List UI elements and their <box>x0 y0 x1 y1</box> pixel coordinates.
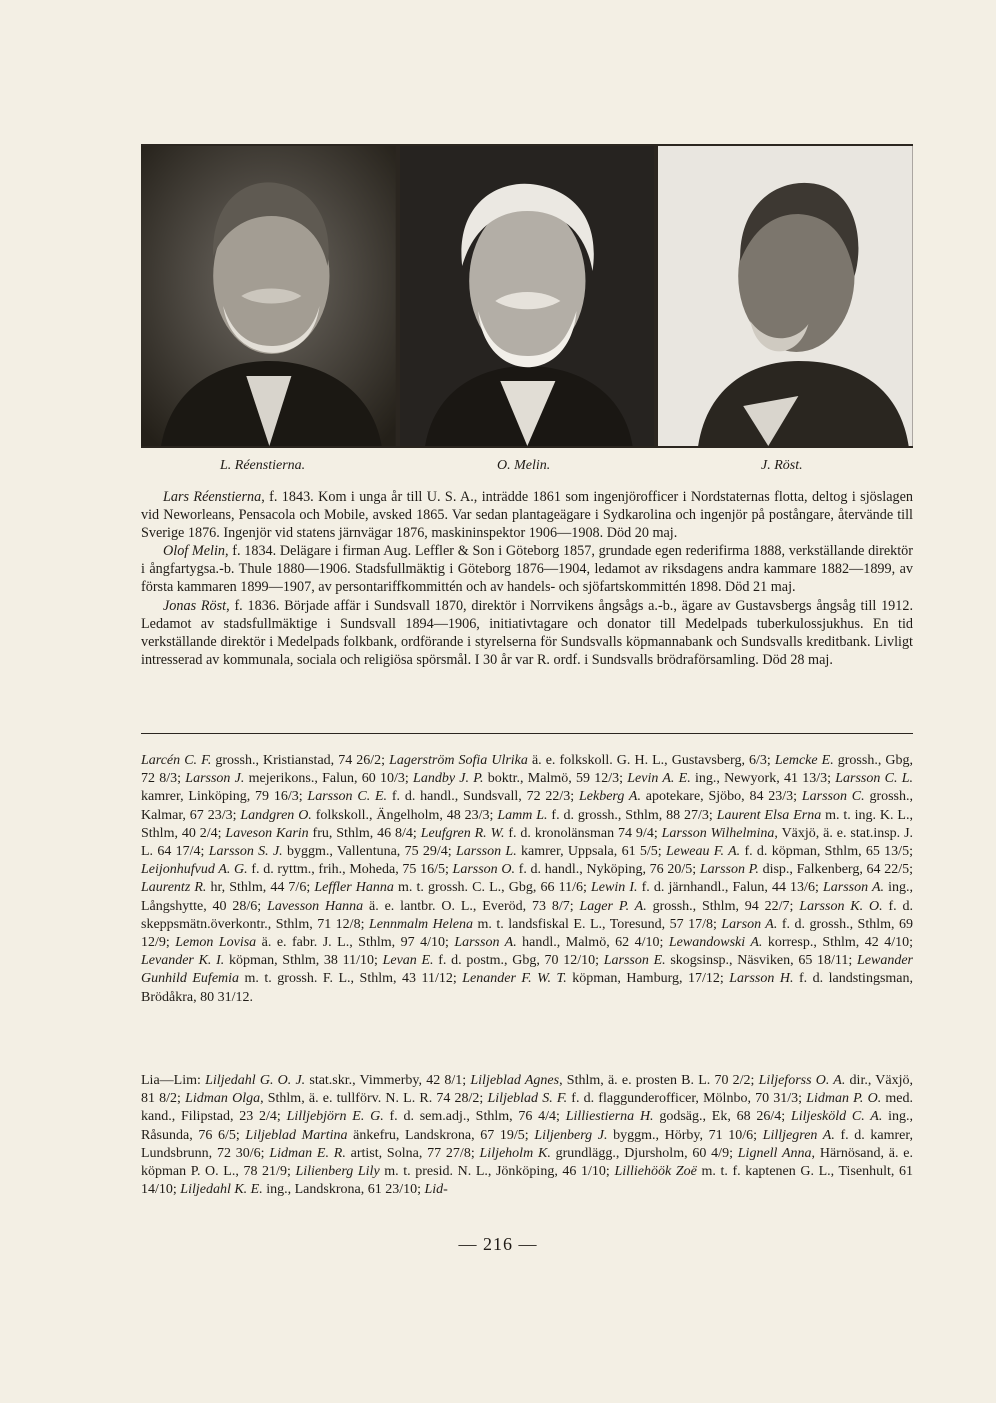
entry-name: Lilljegren A. <box>762 1127 835 1143</box>
entry-name: Lamm L. <box>497 807 548 823</box>
entry-name: Lennmalm Helena <box>368 916 473 932</box>
entry-details: , Sthlm, ä. e. prosten B. L. 70 2/2; <box>559 1073 759 1088</box>
portrait-photo-rost <box>658 146 913 446</box>
entry-name: Leffler Hanna <box>314 880 394 896</box>
entry-details: f. d. kronolänsman 74 9/4; <box>504 825 662 841</box>
entry-details: handl., Malmö, 62 4/10; <box>516 935 669 951</box>
entry-name: Larson A. <box>721 916 778 932</box>
entry-details: boktr., Malmö, 59 12/3; <box>483 771 628 787</box>
entry-details: grundlägg., Djursholm, 60 4/9; <box>550 1145 738 1161</box>
entry-details: folkskoll., Ängelholm, 48 23/3; <box>311 807 498 823</box>
caption-reenstierna: L. Réenstierna. <box>220 458 306 473</box>
entry-details: , Växjö, ä. e. stat.insp. J. L. 64 17/4; <box>141 825 914 860</box>
entry-name: Lilienberg Lily <box>295 1164 380 1180</box>
entry-name: Larsson Wilhelmina <box>661 825 775 841</box>
entry-name: Landgren O. <box>240 807 312 823</box>
entry-details: korresp., Sthlm, 42 4/10; <box>762 935 913 951</box>
entry-name: Larsson H. <box>729 971 794 987</box>
entry-details: f. d. ryttm., frih., Moheda, 75 16/5; <box>247 862 453 878</box>
biographies <box>141 488 913 669</box>
entry-details: hr, Sthlm, 44 7/6; <box>206 880 315 896</box>
entry-name: Lavesson Hanna <box>267 898 364 914</box>
entry-details: f. d. köpman, Sthlm, 65 13/5; <box>740 844 913 860</box>
entry-details: m. t. grossh. C. L., Gbg, 66 11/6; <box>393 880 591 896</box>
entry-details: grossh., Kristianstad, 74 26/2; <box>211 753 390 768</box>
entry-name: Larsson C. E. <box>307 789 388 805</box>
bio-text: , f. 1843. Kom i unga år till U. S. A., inträdde 1861 som ingenjörofficer i Nordstaternas flotta, deltog i sjöslagen vid Neworleans, Pensacola och Mobile, avsked 1865. Var sedan plantageägare i Sydkarolina och ingenjör på postångare, återvände till Sverige 1876. Ingenjör vid statens järnvägar 1876, maskininspektor 1906—1908. Död 20 maj. <box>141 489 913 542</box>
entry-name: Larcén C. F. <box>141 753 212 768</box>
entry-details: , Sthlm, ä. e. tullförv. N. L. R. 74 28/2; <box>260 1091 488 1107</box>
entry-name: Liljesköld C. A. <box>790 1109 883 1125</box>
entry-name: Larsson K. O. <box>799 898 883 914</box>
caption-melin: O. Melin. <box>497 458 551 473</box>
entry-name: Lilliehöök Zoë <box>614 1164 697 1180</box>
bio-melin <box>141 542 913 596</box>
entry-details: artist, Solna, 77 27/8; <box>345 1145 480 1161</box>
entry-details: f. d. grossh., Sthlm, 69 12/9; <box>141 916 914 951</box>
entry-details: änkefru, Landskrona, 67 19/5; <box>347 1127 535 1143</box>
entry-details: kamrer, Linköping, 79 16/3; <box>141 789 308 805</box>
entry-details: m. t. grossh. F. L., Sthlm, 43 11/12; <box>239 971 463 987</box>
entry-details: byggm., Vallentuna, 75 29/4; <box>282 844 456 860</box>
bio-name: Jonas Röst <box>163 597 227 614</box>
entry-details: f. d. handl., Sundsvall, 72 22/3; <box>387 789 579 805</box>
entry-name: Lemcke E. <box>774 753 834 768</box>
entry-details: dir., Växjö, 81 8/2; <box>141 1073 913 1107</box>
entry-details: m. t. f. kaptenen G. L., Tisenhult, 61 14/10; <box>141 1164 913 1198</box>
entry-details: disp., Falkenberg, 64 22/5; <box>758 862 913 878</box>
entry-name: Liljedahl G. O. J. <box>205 1073 306 1088</box>
entry-name: Lager P. A. <box>579 898 647 914</box>
entry-details: kamrer, Uppsala, 61 5/5; <box>516 844 666 860</box>
section-divider <box>141 733 913 734</box>
entry-name: Liljeforss O. A. <box>758 1073 846 1088</box>
entry-details: köpman, Sthlm, 38 11/10; <box>224 953 383 969</box>
entry-name: Larsson O. <box>452 862 515 878</box>
entry-details: ing., Råsunda, 76 6/5; <box>141 1109 914 1143</box>
entry-details: fru, Sthlm, 46 8/4; <box>308 825 421 841</box>
entry-details: m. t. landsfiskal E. L., Toresund, 57 17/8; <box>473 916 722 932</box>
entry-name: Larsson E. <box>603 953 666 969</box>
bio-text: , f. 1834. Delägare i firman Aug. Leffler & Son i Göteborg 1857, grundade egen rederifirma 1888, verkställande direktör i ångfartygsa.-b. Thule 1880—1906. Stadsfullmäktig i Göteborg 1876—1904, ledamot av riksdagens andra kammare 1882—1899, av första kammaren 1899—1907, av persontariffkommittén och av handels- och sjöfartskommittén 1898. Död 21 maj. <box>141 543 913 596</box>
entry-details: apotekare, Sjöbo, 84 23/3; <box>640 789 802 805</box>
entry-name: Liljenberg J. <box>534 1127 608 1143</box>
entry-name: Larsson S. J. <box>208 844 283 860</box>
entry-name: Lilliestierna H. <box>565 1109 654 1125</box>
entry-details: byggm., Hörby, 71 10/6; <box>607 1127 763 1143</box>
entry-name: Leweau F. A. <box>665 844 741 860</box>
entry-name: Lilljebjörn E. G. <box>286 1109 384 1125</box>
entry-details: f. d. järnhandl., Falun, 44 13/6; <box>637 880 823 896</box>
entry-details: ä. e. lantbr. O. L., Everöd, 73 8/7; <box>363 898 580 914</box>
entry-name: Larsson P. <box>699 862 759 878</box>
entry-name: Levan E. <box>382 953 434 969</box>
entry-name: Levin A. E. <box>627 771 691 787</box>
entry-details: f. d. handl., Nyköping, 76 20/5; <box>514 862 700 878</box>
entry-name: Lid- <box>424 1182 448 1198</box>
entry-name: Liljedahl K. E. <box>180 1182 263 1198</box>
entry-details: f. d. flaggunderofficer, Mölnbo, 70 31/3; <box>567 1091 807 1107</box>
entry-name: Lignell Anna <box>737 1145 812 1161</box>
entry-name: Larsson A. <box>822 880 884 896</box>
entry-name: Lekberg A. <box>578 789 641 805</box>
entry-details: f. d. postm., Gbg, 70 12/10; <box>433 953 604 969</box>
entry-name: Leufgren R. W. <box>420 825 505 841</box>
photo-captions <box>141 458 913 478</box>
entry-details: , Härnösand, ä. e. köpman P. O. L., 78 21/9; <box>141 1145 914 1180</box>
entry-name: Liljeblad Martina <box>245 1127 348 1143</box>
entry-name: Leijonhufvud A. G. <box>141 862 248 878</box>
entry-details: godsäg., Ek, 68 26/4; <box>653 1109 791 1125</box>
list-section-head: Lia—Lim: <box>141 1073 206 1088</box>
entry-details: ing., Långshytte, 40 28/6; <box>141 880 913 914</box>
obituary-list-la-le <box>141 752 913 1007</box>
entry-details: ing., Newyork, 41 13/3; <box>690 771 836 787</box>
entry-name: Lewin I. <box>590 880 638 896</box>
entry-name: Liljeblad Agnes <box>470 1073 560 1088</box>
entry-name: Larsson L. <box>455 844 517 860</box>
obituary-list-lia-lim <box>141 1072 913 1199</box>
bio-name: Lars Réenstierna <box>163 489 262 505</box>
bio-text: , f. 1836. Började affär i Sundsvall 1870, direktör i Norrvikens ångsågs a.-b., ägare av Gustavsbergs ångsåg till 1912. Ledamot av stadsfullmäktige i Sundsvall 1894—1906, initiativtagare och donator till Medelpads tuberkulossjukhus. En tid verkställande direktör i Medelpads folkbank, ordförande i styrelserna för Sundsvalls köpmannabank och Sundsvalls kreditbank. Livligt intresserad av kommunala, sociala och religiösa spörsmål. I 30 år var R. ordf. i Sundsvalls brödraförsamling. Död 28 maj. <box>141 597 913 668</box>
entry-details: f. d. skeppsmätn.överkontr., Sthlm, 71 12/8; <box>141 898 913 932</box>
portrait-strip <box>141 144 913 448</box>
entry-name: Liljeholm K. <box>479 1145 551 1161</box>
entry-details: m. t. ing. K. L., Sthlm, 40 2/4; <box>141 807 913 841</box>
caption-rost: J. Röst. <box>761 458 803 473</box>
entry-name: Lewander Gunhild Eufemia <box>141 953 913 987</box>
entry-name: Lewandowski A. <box>668 935 763 951</box>
portrait-photo-melin <box>400 146 655 446</box>
bio-rost <box>141 597 913 669</box>
entry-details: f. d. landstingsman, Brödåkra, 80 31/12. <box>141 971 914 1005</box>
entry-name: Laveson Karin <box>225 825 309 841</box>
entry-name: Lemon Lovisa <box>175 935 257 951</box>
entry-details: ing., Landskrona, 61 23/10; <box>262 1182 425 1198</box>
entry-name: Larsson J. <box>185 771 245 787</box>
bio-reenstierna <box>141 488 913 542</box>
entry-details: ä. e. folkskoll. G. H. L., Gustavsberg, 6/3; <box>527 753 775 768</box>
entry-name: Landby J. P. <box>413 771 484 787</box>
entry-name: Larsson A. <box>454 935 517 951</box>
entry-details: grossh., Kalmar, 67 23/3; <box>141 789 914 823</box>
entry-details: mejerikons., Falun, 60 10/3; <box>244 771 414 787</box>
entry-name: Lidman Olga <box>185 1091 261 1107</box>
entry-name: Liljeblad S. F. <box>487 1091 568 1107</box>
entry-details: stat.skr., Vimmerby, 42 8/1; <box>305 1073 471 1088</box>
entry-name: Lidman P. O. <box>806 1091 882 1107</box>
entry-details: f. d. sem.adj., Sthlm, 76 4/4; <box>383 1109 566 1125</box>
entry-name: Larsson C. <box>801 789 865 805</box>
entry-details: f. d. kamrer, Lundsbrunn, 72 30/6; <box>141 1127 913 1161</box>
bio-name: Olof Melin <box>163 543 226 560</box>
entry-details: köpman, Hamburg, 17/12; <box>566 971 730 987</box>
entry-name: Lenander F. W. T. <box>462 971 567 987</box>
entry-details: med. kand., Filipstad, 23 2/4; <box>141 1091 913 1125</box>
entry-details: grossh., Sthlm, 94 22/7; <box>646 898 800 914</box>
entry-name: Levander K. I. <box>141 953 225 969</box>
entry-details: f. d. grossh., Sthlm, 88 27/3; <box>547 807 717 823</box>
portrait-photo-reenstierna <box>141 146 396 446</box>
page-number: — 216 — <box>458 1234 538 1254</box>
entry-details: ä. e. fabr. J. L., Sthlm, 97 4/10; <box>256 935 455 951</box>
entry-details: grossh., Gbg, 72 8/3; <box>141 753 913 787</box>
entry-name: Laurent Elsa Erna <box>716 807 822 823</box>
entry-details: m. t. presid. N. L., Jönköping, 46 1/10; <box>379 1164 615 1180</box>
entry-name: Laurentz R. <box>141 880 207 896</box>
entry-name: Lidman E. R. <box>269 1145 346 1161</box>
entry-details: skogsinsp., Näsviken, 65 18/11; <box>665 953 857 969</box>
entry-name: Larsson C. L. <box>835 771 913 787</box>
entry-name: Lagerström Sofia Ulrika <box>389 753 528 768</box>
